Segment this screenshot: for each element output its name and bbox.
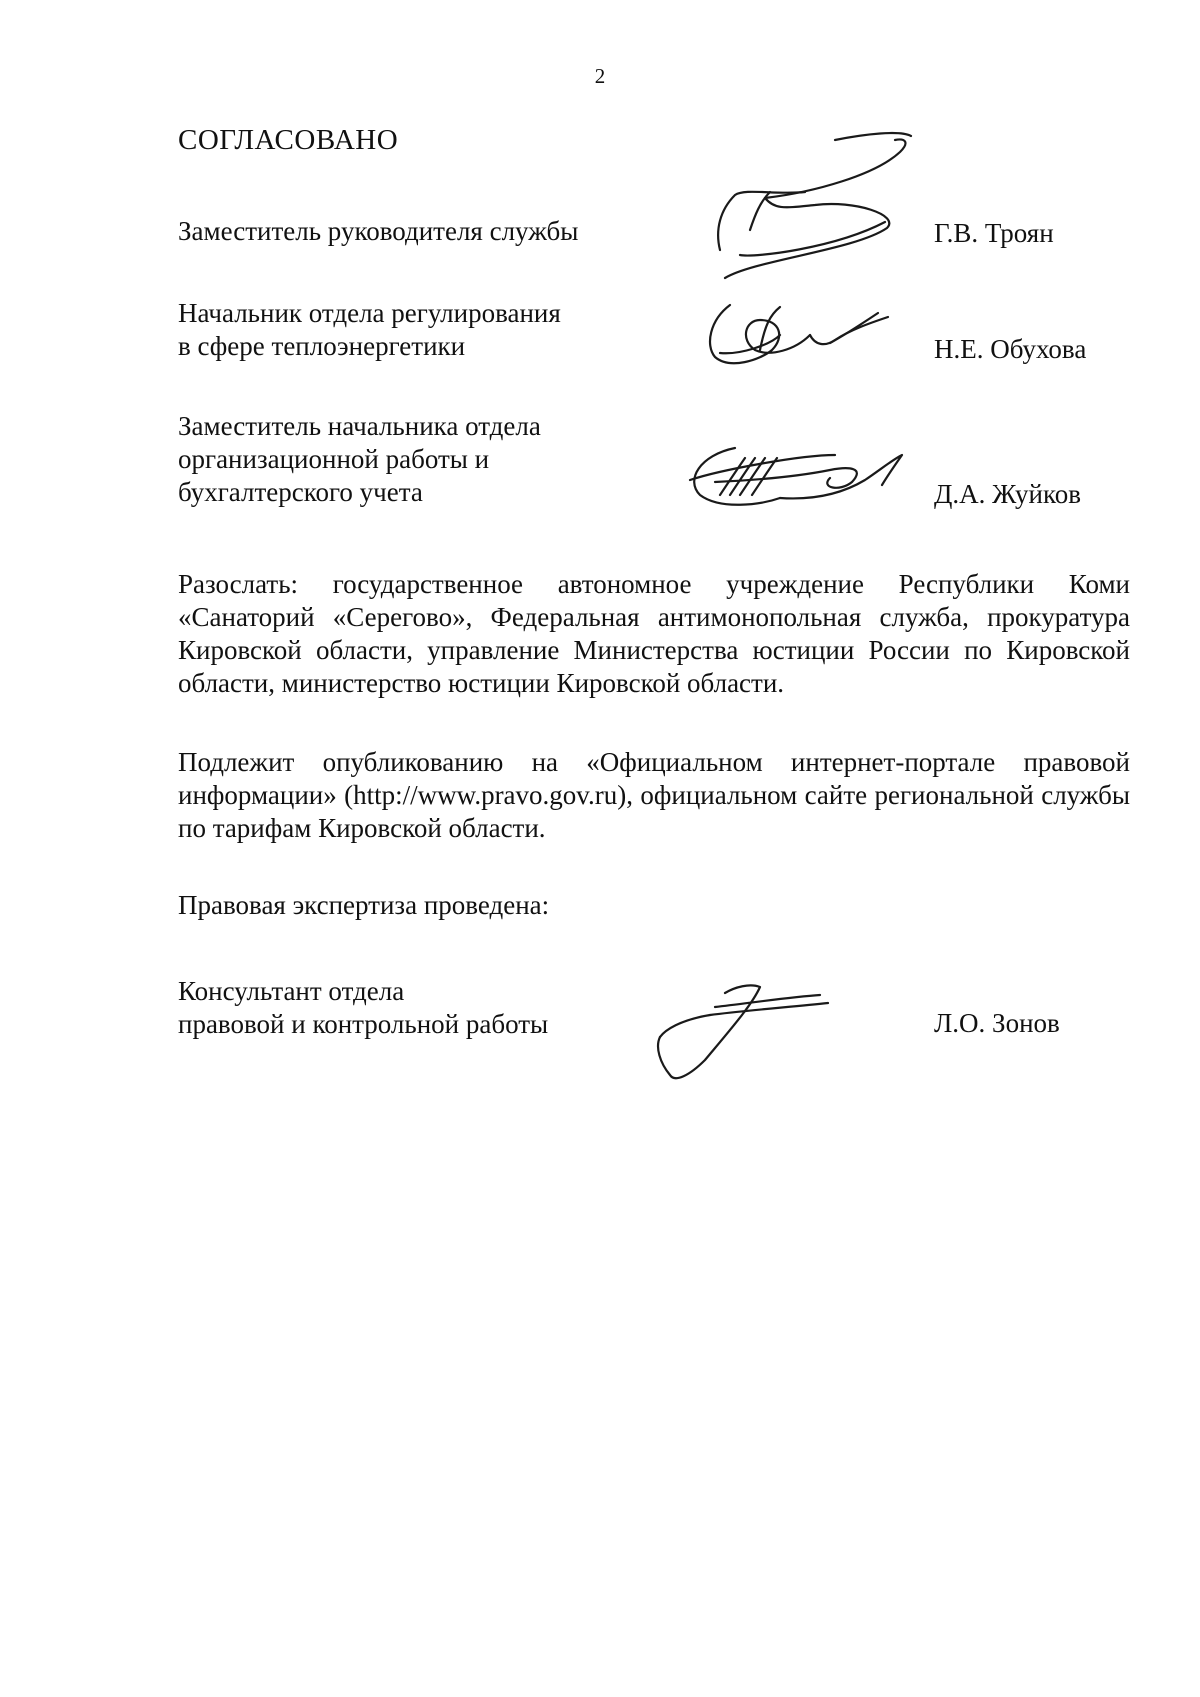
distribution-paragraph: Разослать: государственное автономное учреждение Республики Коми «Санаторий «Серегово», Федеральная антимонопольная служба, прокуратура Кировской области, управление Министерства юстиции России по Кировской области, министерство юстиции Кировской области. <box>178 569 1130 698</box>
signature-4-icon <box>640 975 840 1085</box>
signature-1-icon <box>715 130 915 300</box>
signatory-name-1: Г.В. Троян <box>934 218 1054 248</box>
signatory-name-2: Н.Е. Обухова <box>934 334 1087 364</box>
signature-3-icon <box>680 440 910 520</box>
legal-review-role: Консультант отдела правовой и контрольной работы <box>178 976 549 1039</box>
legal-review-note: Правовая экспертиза проведена: <box>178 890 550 920</box>
legal-review-name: Л.О. Зонов <box>934 1008 1060 1038</box>
signatory-name-3: Д.А. Жуйков <box>934 479 1081 509</box>
signature-2-icon <box>700 295 900 375</box>
page-number: 2 <box>594 64 606 88</box>
signatory-role-3: Заместитель начальника отдела организационной работы и бухгалтерского учета <box>178 411 541 507</box>
signatory-role-1: Заместитель руководителя службы <box>178 216 579 246</box>
publication-paragraph: Подлежит опубликованию на «Официальном интернет-портале правовой информации» (http://www.pravo.gov.ru), официальном сайте региональной службы по тарифам Кировской области. <box>178 747 1130 843</box>
signatory-role-2: Начальник отдела регулирования в сфере теплоэнергетики <box>178 298 561 361</box>
approval-heading: СОГЛАСОВАНО <box>178 124 399 156</box>
